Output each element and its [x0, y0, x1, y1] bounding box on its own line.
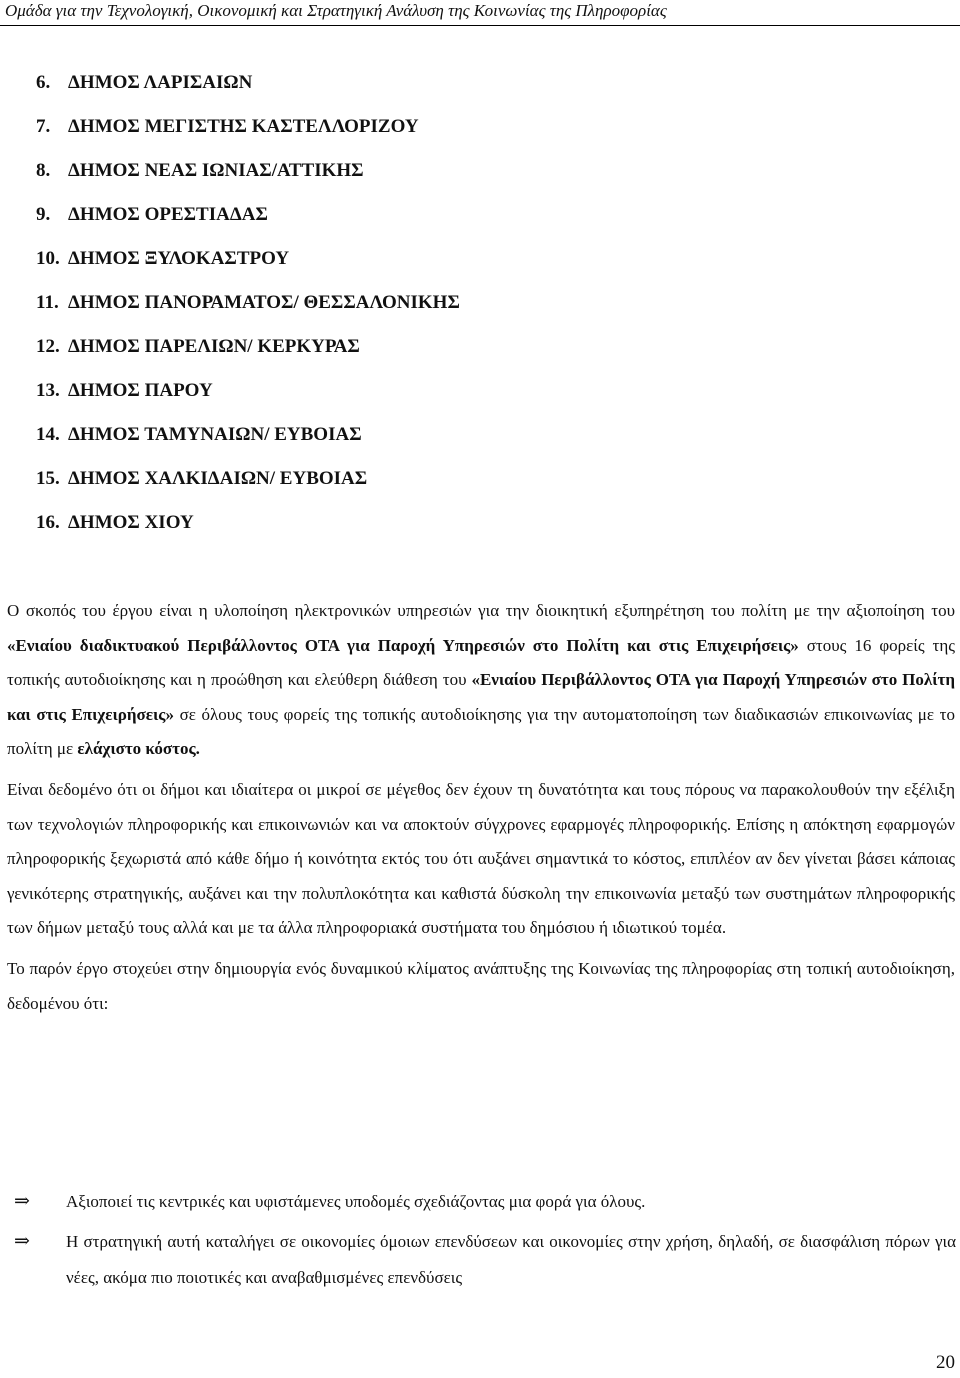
- item-number: 6.: [36, 72, 51, 93]
- item-number: 10.: [36, 248, 60, 269]
- goal-paragraph: Το παρόν έργο στοχεύει στην δημιουργία ενός δυναμικού κλίματος ανάπτυξης της Κοινωνίας της πληροφορίας στη τοπική αυτοδιοίκηση, δεδομένου ότι:: [7, 958, 955, 1013]
- item-name: ΔΗΜΟΣ ΠΑΝΟΡΑΜΑΤΟΣ/ ΘΕΣΣΑΛΟΝΙΚΗΣ: [68, 292, 460, 313]
- bold-text-run: ελάχιστο κόστος.: [77, 739, 200, 759]
- list-item: [36, 154, 460, 198]
- item-name: ΔΗΜΟΣ ΟΡΕΣΤΙΑΔΑΣ: [68, 204, 268, 225]
- item-name: ΔΗΜΟΣ ΝΕΑΣ ΙΩΝΙΑΣ/ΑΤΤΙΚΗΣ: [68, 160, 364, 181]
- item-name: ΔΗΜΟΣ ΧΑΛΚΙΔΑΙΩΝ/ ΕΥΒΟΙΑΣ: [68, 468, 368, 489]
- list-item: [36, 198, 460, 242]
- municipality-list: [36, 66, 460, 550]
- item-number: 8.: [36, 160, 51, 181]
- item-number: 13.: [36, 380, 60, 401]
- list-item: [36, 242, 460, 286]
- item-number: 12.: [36, 336, 60, 357]
- text-run: στους 16 φορείς της τοπικής αυτοδιοίκησης και η προώθηση και ελεύθερη διάθεση του: [7, 635, 955, 690]
- item-name: ΔΗΜΟΣ ΠΑΡΕΛΙΩΝ/ ΚΕΡΚΥΡΑΣ: [68, 336, 360, 357]
- item-name: ΔΗΜΟΣ ΧΙΟΥ: [68, 512, 194, 533]
- list-item: [36, 66, 460, 110]
- bullet-item: [14, 1184, 956, 1220]
- item-number: 14.: [36, 424, 60, 445]
- item-name: ΔΗΜΟΣ ΜΕΓΙΣΤΗΣ ΚΑΣΤΕΛΛΟΡΙΖΟΥ: [68, 116, 419, 137]
- double-arrow-icon: ⇒: [14, 1231, 30, 1252]
- bold-text-run: «Ενιαίου διαδικτυακού Περιβάλλοντος ΟΤΑ για Παροχή Υπηρεσιών στο Πολίτη και στις Επιχειρήσεις»: [7, 635, 799, 655]
- list-item: [36, 506, 460, 550]
- item-number: 11.: [36, 292, 59, 313]
- body-text: [7, 594, 955, 1027]
- context-paragraph: Είναι δεδομένο ότι οι δήμοι και ιδιαίτερα οι μικροί σε μέγεθος δεν έχουν τη δυνατότητα και τους πόρους να παρακολουθούν την εξέλιξη των τεχνολογιών πληροφορικής και επικοινωνιών και να αποκτούν σύγχρονες εφαρμογές πληροφορικής. Επίσης η απόκτηση εφαρμογών πληροφορικής ξεχωριστά από κάθε δήμο ή κοινότητα εκτός του ότι αυξάνει σημαντικά το κόστος, επιπλέον αν δεν γίνεται βάσει κάποιας γενικότερης στρατηγικής, αυξάνει και την πολυπλοκότητα και καθιστά δύσκολη την επικοινωνία μεταξύ των συστημάτων πληροφορικής των δήμων μεταξύ τους αλλά και με τα άλλα πληροφοριακά συστήματα του δημόσιου ή ιδιωτικού τομέα.: [7, 779, 955, 938]
- item-name: ΔΗΜΟΣ ΛΑΡΙΣΑΙΩΝ: [68, 72, 253, 93]
- item-name: ΔΗΜΟΣ ΤΑΜΥΝΑΙΩΝ/ ΕΥΒΟΙΑΣ: [68, 424, 362, 445]
- item-number: 16.: [36, 512, 60, 533]
- text-run: Ο σκοπός του έργου είναι η υλοποίηση ηλεκτρονικών υπηρεσιών για την διοικητική εξυπηρέτηση του πολίτη με την αξιοποίηση του: [7, 601, 955, 620]
- purpose-paragraph: [7, 594, 955, 767]
- text-run: σε όλους τους φορείς της τοπικής αυτοδιοίκησης για την αυτοματοποίηση των διαδικασιών επικοινωνίας με το πολίτη με: [7, 704, 955, 759]
- item-number: 15.: [36, 468, 60, 489]
- bold-text-run: «Ενιαίου Περιβάλλοντος ΟΤΑ για Παροχή Υπηρεσιών στο Πολίτη και στις Επιχειρήσεις»: [7, 670, 955, 724]
- item-number: 9.: [36, 204, 51, 225]
- list-item: [36, 286, 460, 330]
- double-arrow-icon: ⇒: [14, 1191, 30, 1212]
- item-name: ΔΗΜΟΣ ΠΑΡΟΥ: [68, 380, 213, 401]
- bullet-item: [14, 1224, 956, 1296]
- page-header: Ομάδα για την Τεχνολογική, Οικονομική και Στρατηγική Ανάλυση της Κοινωνίας της Πληροφορίας: [0, 0, 960, 26]
- list-item: [36, 374, 460, 418]
- list-item: [36, 418, 460, 462]
- list-item: [36, 462, 460, 506]
- list-item: [36, 110, 460, 154]
- item-name: ΔΗΜΟΣ ΞΥΛΟΚΑΣΤΡΟΥ: [68, 248, 290, 269]
- bullet-list: [14, 1184, 956, 1300]
- bullet-text: Η στρατηγική αυτή καταλήγει σε οικονομίες όμοιων επενδύσεων και οικονομίες στην χρήση, δηλαδή, σε διασφάλιση πόρων για νέες, ακόμα πιο ποιοτικές και αναβαθμισμένες επενδύσεις: [66, 1232, 956, 1287]
- bullet-text: Αξιοποιεί τις κεντρικές και υφιστάμενες υποδομές σχεδιάζοντας μια φορά για όλους.: [66, 1192, 646, 1211]
- item-number: 7.: [36, 116, 51, 137]
- list-item: [36, 330, 460, 374]
- page-number: 20: [936, 1352, 955, 1373]
